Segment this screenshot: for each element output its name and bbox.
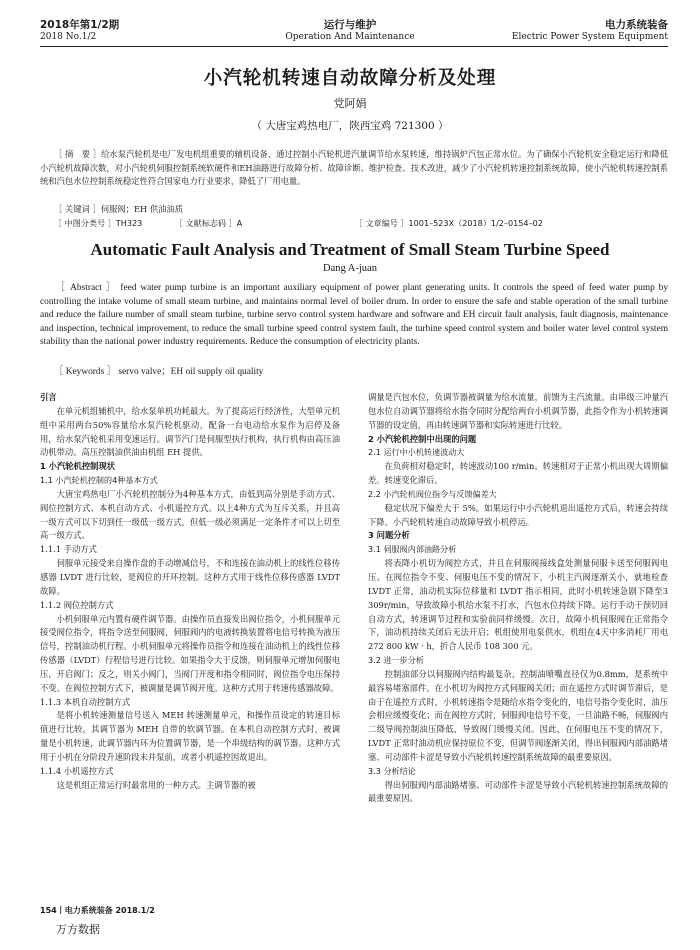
abstract-text: 给水泵汽轮机是电厂发电机组重要的辅机设备，通过控制小汽轮机进汽量调节给水泵转速，维持锅炉汽包正常水位。为了确保小汽轮机安全稳定运行和降低小汽轮机故障次数，对小汽轮机伺服控制系统软硬件和EH油路进行故障分析、故障诊断、维护检查、技术改进，减少了小汽轮机转速控制系统故障，使小汽轮机转速控制系统和汽包水位控制系统稳定性符合国家电力行业要求，降低了厂用电量。 bbox=[40, 149, 668, 187]
section-heading: 1 小汽轮机控制现状 bbox=[40, 461, 116, 472]
subsection-heading: 1.1 小汽轮机控制的4种基本方式 bbox=[40, 475, 158, 486]
subsection-heading: 3.3 分析结论 bbox=[368, 765, 416, 776]
english-author: Dang A-juan bbox=[323, 263, 377, 274]
english-title: Automatic Fault Analysis and Treatment of Small Steam Turbine Speed bbox=[90, 240, 610, 259]
paragraph: 大唐宝鸡热电厂小汽轮机控制分为4种基本方式，由低到高分别是手动方式、阀位控制方式、本机自动方式、小机遥控方式。以上4种方式为互斥关系，并且高一级方式可以下切到任一级低一级方式，但低一级必须满足一定条件才可以上切至高一级方式。 bbox=[40, 488, 340, 541]
subsection-heading: 2.1 运行中小机转速波动大 bbox=[368, 447, 465, 458]
section-heading: 3 问题分析 bbox=[368, 530, 410, 541]
keywords-text: 伺服阀；EH 供油油质 bbox=[100, 204, 184, 214]
page-footer: 154丨电力系统装备 2018.1/2 bbox=[40, 906, 155, 915]
paragraph: 在单元机组辅机中，给水泵单机功耗最大。为了提高运行经济性，大型单元机组中采用两台50%容量给水泵汽轮机驱动，配备一台电动给水泵作为启停及备用，给水泵汽轮机采用变速运行。调节汽门是伺服型执行机构，执行机构由高压油动机带动。高压控制油供油由机组 EH 提供。 bbox=[40, 405, 340, 458]
sub-subsection-heading: 1.1.1 手动方式 bbox=[40, 544, 97, 555]
paragraph: 是将小机转速测量信号送入 MEH 转速测量单元，和操作员设定的转速目标值进行比较，其调节器为 MEH 自带的软调节器。在本机自动控制方式时，被调量是小机转速，此调节器内环为位置调节器，是一个串级结构的调节器。这种方式用于小机在分阶段升速阶段未并泵前，或者小机遥控因故退出。 bbox=[40, 710, 340, 762]
sub-subsection-heading: 1.1.4 小机遥控方式 bbox=[40, 765, 114, 776]
doc-code: ［ 文献标志码 ］A bbox=[174, 218, 243, 228]
subsection-heading: 3.1 伺服阀内部油路分析 bbox=[368, 544, 457, 555]
abstract-en-label: ［ Abstract ］ bbox=[54, 283, 117, 293]
abstract-label: ［ 摘 要 ］ bbox=[54, 149, 102, 159]
abstract-en bbox=[40, 282, 668, 350]
paragraph: 控制油部分以伺服阀内结构最复杂，控制油喷嘴直径仅为0.8mm，是系统中最容易堵塞部件。在小机切为阀控方式伺服阀关闭；而在遥控方式时调节滞后，是由于在遥控方式时，小机转速指令是随给水指令变化的，电信号指令变化时，油压会相应缓慢变化；而在阀控方式时，伺服阀电信号不变，一旦油路不畅，伺服阀内二级导阀控制油压降低，导致阀门缓慢关闭。因此，在伺服电压不变的情况下，LVDT 正常时油动机应保持原位不变，但调节阀逐渐关闭，得出伺服阀内部油路堵塞、可动部件卡涩是导致小汽轮机转速控制系统故障的最重要原因。 bbox=[368, 668, 668, 762]
paragraph: 在负荷相对稳定时，转速波动100 r/min。转速相对于正常小机出现大周期偏差。转速变化滞后。 bbox=[368, 461, 668, 486]
paragraph: 得出伺服阀内部油路堵塞、可动部件卡涩是导致小汽轮机转速控制系统故障的最重要原因。 bbox=[368, 779, 668, 804]
watermark-brand: 万方数据 bbox=[56, 923, 100, 936]
paragraph: 将表降小机切为阀控方式，并且在伺服阀接线盒处测量伺服卡送至伺服阀电压。在阀位指令不变、伺服电压不变的情况下，小机主汽阀逐渐关小，就地检查 LVDT 正常，油动机实际位移量和 LVDT 指示相同，此时小机转速急剧下降至3 309r/min，导致故障小机给水泵不打水，汽包水位持续下降。运行手动干预切回自动方式，转速调节过程和实验前同样缓慢。次日，故障小机伺服阀在正常指令下，油动机持续关闭后无法开启；机组使用电泵供水，机组在4天中多消耗厂用电272 800 kW · h，折合人民币 108 300 元。 bbox=[368, 558, 668, 652]
sub-subsection-heading: 1.1.2 阀位控制方式 bbox=[40, 599, 114, 610]
abstract-en-text: feed water pump turbine is an important auxiliary equipment of power plant generating units. It controls the speed of feed water pump by controlling the intake volume of small steam turbine, and maintains normal level of boiler drum. In order to ensure the safe and stable operation of the small turbine and reduce the failure number of small steam turbine, turbine servo control system hardware and software and EH circuit fault analysis, fault diagnosis, maintenance and inspection, technical improvement, to reduce the small turbine speed control system fault, the turbine speed control system and boiler water level control system stability than the national power industry requirements. Reduce the consumption of electricity plants. bbox=[40, 283, 669, 348]
paragraph: 小机伺服单元内置有硬件调节器。由操作员直接发出阀位指令，小机伺服单元接受阀位指令，将指令送至伺服阀，伺服阀内的电液转换装置将电信号转换为液压信号，控制油动机行程。小机伺服单元将操作员指令和连接在油动机上的线性位移传感器（LVDT）行程信号进行比较。如果指令大于反馈，则伺服单元增加伺服电压，开启阀门；反之，则关小阀门，当阀门开度和指令相同时，阀位指令电压保持不变。在阀位控制方式下，被调量是调节阀开度。这种方式用于转速传感器故障。 bbox=[40, 613, 340, 693]
header-rule bbox=[40, 46, 668, 47]
subsection-heading: 3.2 进一步分析 bbox=[368, 655, 424, 666]
body-left-column bbox=[40, 391, 340, 792]
article-metadata bbox=[54, 217, 668, 231]
subsection-heading: 2.2 小汽轮机阀位指令与反馈偏差大 bbox=[368, 488, 497, 499]
keywords-en-label: ［ Keywords ］ bbox=[54, 367, 116, 377]
keywords-label: ［ 关键词 ］ bbox=[54, 204, 101, 214]
section-name: 运行与维护 Operation And Maintenance bbox=[285, 19, 415, 42]
paragraph: 这是机组正常运行时最常用的一种方式。主调节器的被 bbox=[56, 779, 256, 790]
keywords-en bbox=[40, 366, 668, 380]
body-right-column bbox=[368, 391, 668, 806]
issue-number: 2018年第1/2期 2018 No.1/2 bbox=[40, 19, 120, 42]
keywords-en-text: servo valve；EH oil supply oil quality bbox=[118, 367, 264, 377]
clc-number: ［ 中图分类号 ］TH323 bbox=[54, 218, 143, 228]
page-title: 小汽轮机转速自动故障分析及处理 bbox=[203, 68, 497, 89]
author: 党阿娟 bbox=[333, 97, 367, 110]
article-number: ［ 文章编号 ］1001–523X（2018）1/2–0154–02 bbox=[354, 218, 543, 228]
abstract-cn bbox=[40, 148, 668, 189]
sub-subsection-heading: 1.1.3 本机自动控制方式 bbox=[40, 696, 131, 707]
keywords-cn bbox=[40, 203, 668, 217]
affiliation: （ 大唐宝鸡热电厂，陕西宝鸡 721300 ） bbox=[251, 120, 449, 132]
paragraph: 调量是汽包水位，负调节器被调量为给水流量，前馈为主汽流量。由串级三冲量汽包水位自动调节器将给水指令同时分配给两台小机调节器，此指令作为小机转速调节器的设定值，再由转速调节器和实际转速进行比较。 bbox=[368, 392, 668, 430]
paragraph: 稳定状况下偏差大于 5%。如果运行中小汽轮机退出遥控方式后，转速会持续下降。小汽轮机转速自动故障导致小机停运。 bbox=[368, 502, 668, 527]
journal-name: 电力系统装备 Electric Power System Equipment bbox=[511, 19, 668, 42]
section-heading: 2 小汽轮机控制中出现的问题 bbox=[368, 433, 477, 444]
paragraph: 伺服单元接受来自操作盘的手动增减信号，不和连接在油动机上的线性位移传感器 LVDT 进行比较，是阀位的开环控制。这种方式用于线性位移传感器 LVDT 故障。 bbox=[40, 558, 340, 596]
section-heading: 引言 bbox=[40, 392, 57, 402]
